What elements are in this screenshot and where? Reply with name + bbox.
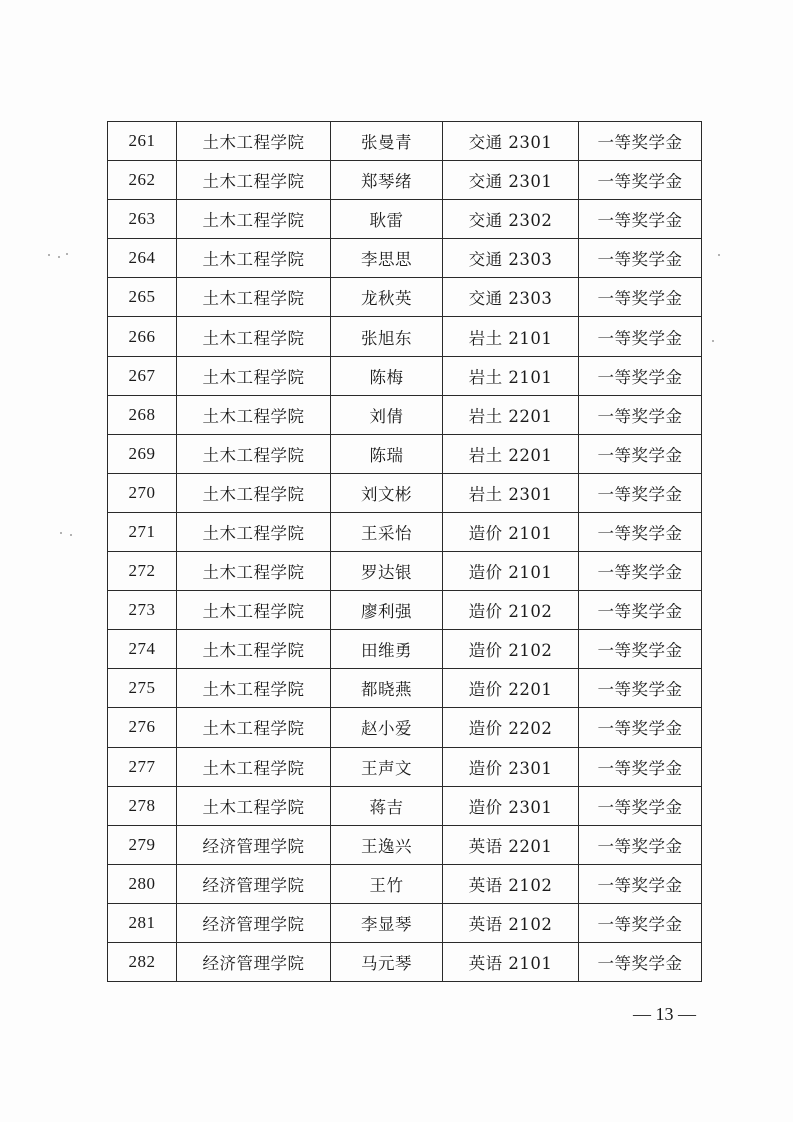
award-cell: 一等奖学金 <box>579 278 702 317</box>
class-cell: 交通 2303 <box>443 239 579 278</box>
row-number-cell: 267 <box>108 356 177 395</box>
award-cell: 一等奖学金 <box>579 864 702 903</box>
table-row <box>108 903 702 942</box>
table-row <box>108 512 702 551</box>
award-cell: 一等奖学金 <box>579 708 702 747</box>
table-row <box>108 630 702 669</box>
table-row <box>108 161 702 200</box>
class-cell: 岩土 2101 <box>443 356 579 395</box>
row-number-cell: 270 <box>108 473 177 512</box>
college-cell: 土木工程学院 <box>177 161 331 200</box>
class-cell: 岩土 2301 <box>443 473 579 512</box>
award-cell: 一等奖学金 <box>579 630 702 669</box>
row-number-cell: 277 <box>108 747 177 786</box>
college-cell: 土木工程学院 <box>177 395 331 434</box>
scan-speck <box>48 254 50 256</box>
award-cell: 一等奖学金 <box>579 512 702 551</box>
table-row <box>108 591 702 630</box>
award-cell: 一等奖学金 <box>579 317 702 356</box>
award-cell: 一等奖学金 <box>579 669 702 708</box>
student-name-cell: 张旭东 <box>331 317 443 356</box>
class-cell: 英语 2201 <box>443 825 579 864</box>
student-name-cell: 刘倩 <box>331 395 443 434</box>
class-cell: 英语 2102 <box>443 864 579 903</box>
class-cell: 造价 2301 <box>443 747 579 786</box>
student-name-cell: 田维勇 <box>331 630 443 669</box>
table-row <box>108 473 702 512</box>
college-cell: 土木工程学院 <box>177 591 331 630</box>
row-number-cell: 276 <box>108 708 177 747</box>
class-cell: 岩土 2101 <box>443 317 579 356</box>
college-cell: 土木工程学院 <box>177 200 331 239</box>
row-number-cell: 262 <box>108 161 177 200</box>
college-cell: 土木工程学院 <box>177 317 331 356</box>
page-number <box>0 1004 793 1025</box>
award-cell: 一等奖学金 <box>579 239 702 278</box>
class-cell: 造价 2101 <box>443 552 579 591</box>
row-number-cell: 263 <box>108 200 177 239</box>
award-cell: 一等奖学金 <box>579 473 702 512</box>
college-cell: 土木工程学院 <box>177 473 331 512</box>
class-cell: 造价 2202 <box>443 708 579 747</box>
student-name-cell: 都晓燕 <box>331 669 443 708</box>
class-cell: 造价 2301 <box>443 786 579 825</box>
row-number-cell: 273 <box>108 591 177 630</box>
college-cell: 经济管理学院 <box>177 825 331 864</box>
student-name-cell: 王竹 <box>331 864 443 903</box>
class-cell: 造价 2101 <box>443 512 579 551</box>
college-cell: 经济管理学院 <box>177 903 331 942</box>
award-cell: 一等奖学金 <box>579 591 702 630</box>
college-cell: 土木工程学院 <box>177 552 331 591</box>
student-name-cell: 蒋吉 <box>331 786 443 825</box>
table-row <box>108 786 702 825</box>
table-row <box>108 942 702 981</box>
row-number-cell: 278 <box>108 786 177 825</box>
scan-speck <box>66 253 68 255</box>
class-cell: 交通 2302 <box>443 200 579 239</box>
award-cell: 一等奖学金 <box>579 942 702 981</box>
award-cell: 一等奖学金 <box>579 434 702 473</box>
table-row <box>108 552 702 591</box>
row-number-cell: 266 <box>108 317 177 356</box>
class-cell: 交通 2301 <box>443 161 579 200</box>
student-name-cell: 陈瑞 <box>331 434 443 473</box>
row-number-cell: 261 <box>108 122 177 161</box>
row-number-cell: 271 <box>108 512 177 551</box>
student-name-cell: 李思思 <box>331 239 443 278</box>
row-number-cell: 281 <box>108 903 177 942</box>
scan-speck <box>718 254 720 256</box>
student-name-cell: 罗达银 <box>331 552 443 591</box>
scan-speck <box>712 340 714 342</box>
class-cell: 岩土 2201 <box>443 434 579 473</box>
row-number-cell: 265 <box>108 278 177 317</box>
college-cell: 土木工程学院 <box>177 512 331 551</box>
row-number-cell: 280 <box>108 864 177 903</box>
class-cell: 交通 2303 <box>443 278 579 317</box>
scan-speck <box>70 534 72 536</box>
college-cell: 土木工程学院 <box>177 278 331 317</box>
row-number-cell: 264 <box>108 239 177 278</box>
student-name-cell: 郑琴绪 <box>331 161 443 200</box>
table-row <box>108 708 702 747</box>
award-cell: 一等奖学金 <box>579 786 702 825</box>
table-row <box>108 200 702 239</box>
class-cell: 造价 2201 <box>443 669 579 708</box>
college-cell: 土木工程学院 <box>177 630 331 669</box>
award-cell: 一等奖学金 <box>579 825 702 864</box>
student-name-cell: 龙秋英 <box>331 278 443 317</box>
student-name-cell: 陈梅 <box>331 356 443 395</box>
row-number-cell: 282 <box>108 942 177 981</box>
award-cell: 一等奖学金 <box>579 903 702 942</box>
row-number-cell: 274 <box>108 630 177 669</box>
college-cell: 土木工程学院 <box>177 786 331 825</box>
page-number-text: — 13 — <box>633 1004 696 1024</box>
award-cell: 一等奖学金 <box>579 552 702 591</box>
college-cell: 土木工程学院 <box>177 747 331 786</box>
college-cell: 经济管理学院 <box>177 864 331 903</box>
student-name-cell: 王逸兴 <box>331 825 443 864</box>
student-name-cell: 李显琴 <box>331 903 443 942</box>
class-cell: 英语 2102 <box>443 903 579 942</box>
scholarship-table <box>107 121 702 982</box>
student-name-cell: 廖利强 <box>331 591 443 630</box>
class-cell: 英语 2101 <box>443 942 579 981</box>
table-row <box>108 747 702 786</box>
table-row <box>108 825 702 864</box>
table-body <box>108 122 702 982</box>
student-name-cell: 张曼青 <box>331 122 443 161</box>
class-cell: 交通 2301 <box>443 122 579 161</box>
college-cell: 土木工程学院 <box>177 708 331 747</box>
row-number-cell: 268 <box>108 395 177 434</box>
award-cell: 一等奖学金 <box>579 395 702 434</box>
student-name-cell: 王声文 <box>331 747 443 786</box>
student-name-cell: 马元琴 <box>331 942 443 981</box>
college-cell: 土木工程学院 <box>177 669 331 708</box>
college-cell: 土木工程学院 <box>177 434 331 473</box>
college-cell: 土木工程学院 <box>177 356 331 395</box>
table-row <box>108 434 702 473</box>
row-number-cell: 272 <box>108 552 177 591</box>
award-cell: 一等奖学金 <box>579 356 702 395</box>
student-name-cell: 王采怡 <box>331 512 443 551</box>
row-number-cell: 269 <box>108 434 177 473</box>
scan-speck <box>58 256 60 258</box>
student-name-cell: 刘文彬 <box>331 473 443 512</box>
table-row <box>108 239 702 278</box>
scan-speck <box>60 532 62 534</box>
college-cell: 经济管理学院 <box>177 942 331 981</box>
award-cell: 一等奖学金 <box>579 161 702 200</box>
row-number-cell: 275 <box>108 669 177 708</box>
award-cell: 一等奖学金 <box>579 747 702 786</box>
college-cell: 土木工程学院 <box>177 239 331 278</box>
student-name-cell: 赵小爱 <box>331 708 443 747</box>
class-cell: 造价 2102 <box>443 630 579 669</box>
table-row <box>108 317 702 356</box>
row-number-cell: 279 <box>108 825 177 864</box>
college-cell: 土木工程学院 <box>177 122 331 161</box>
table-row <box>108 356 702 395</box>
student-name-cell: 耿雷 <box>331 200 443 239</box>
class-cell: 造价 2102 <box>443 591 579 630</box>
table-row <box>108 669 702 708</box>
award-cell: 一等奖学金 <box>579 122 702 161</box>
table-row <box>108 122 702 161</box>
table-row <box>108 278 702 317</box>
table-row <box>108 395 702 434</box>
class-cell: 岩土 2201 <box>443 395 579 434</box>
award-cell: 一等奖学金 <box>579 200 702 239</box>
table-row <box>108 864 702 903</box>
